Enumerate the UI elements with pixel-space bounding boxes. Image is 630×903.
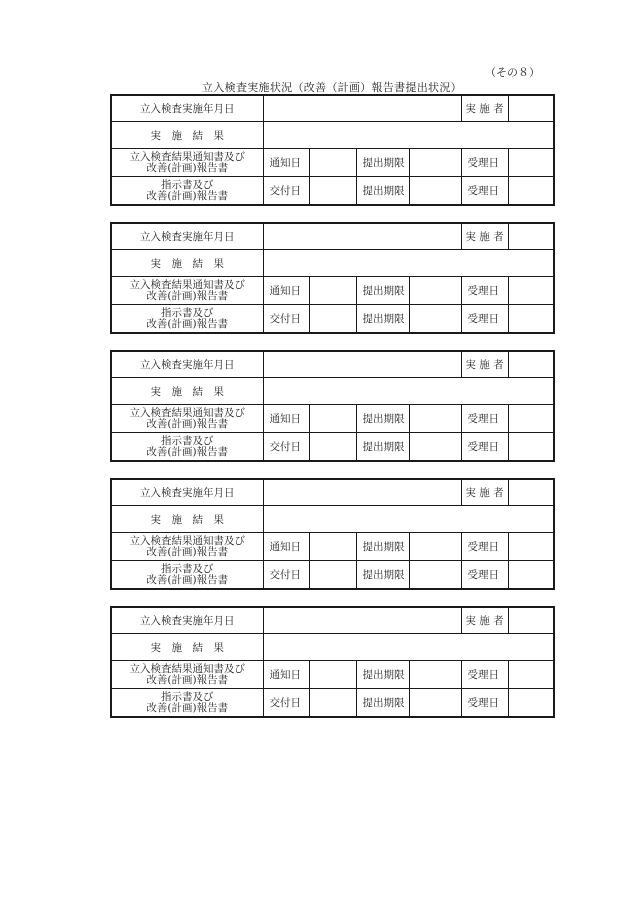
instruction-deadline-label: 提出期限: [356, 305, 409, 334]
issue-date-label: 交付日: [263, 561, 309, 590]
notice-received-label: 受理日: [461, 533, 508, 561]
instruction-received-field[interactable]: [508, 177, 554, 206]
notice-received-label: 受理日: [461, 277, 508, 305]
instruction-deadline-label: 提出期限: [356, 177, 409, 206]
result-label: 実 施 結 果: [111, 250, 263, 277]
instruction-row-label: 指示書及び 改善(計画)報告書: [111, 305, 263, 334]
inspection-date-label: 立入検査実施年月日: [111, 607, 263, 634]
instruction-row-label: 指示書及び 改善(計画)報告書: [111, 689, 263, 718]
result-label: 実 施 結 果: [111, 122, 263, 149]
instruction-deadline-field[interactable]: [409, 177, 461, 206]
notice-date-label: 通知日: [263, 533, 309, 561]
inspection-record-table: [110, 606, 555, 718]
inspection-record-table: [110, 350, 555, 462]
result-field[interactable]: [263, 506, 554, 533]
issue-date-field[interactable]: [309, 561, 356, 590]
instruction-received-field[interactable]: [508, 561, 554, 590]
inspector-label: 実 施 者: [461, 351, 508, 378]
result-field[interactable]: [263, 122, 554, 149]
inspection-date-field[interactable]: [263, 607, 461, 634]
inspection-date-field[interactable]: [263, 95, 461, 122]
inspection-date-label: 立入検査実施年月日: [111, 95, 263, 122]
notice-date-field[interactable]: [309, 405, 356, 433]
notice-date-field[interactable]: [309, 661, 356, 689]
inspector-label: 実 施 者: [461, 607, 508, 634]
notice-received-field[interactable]: [508, 405, 554, 433]
instruction-received-field[interactable]: [508, 433, 554, 462]
inspector-label: 実 施 者: [461, 223, 508, 250]
instruction-received-field[interactable]: [508, 689, 554, 718]
instruction-deadline-field[interactable]: [409, 561, 461, 590]
instruction-received-label: 受理日: [461, 433, 508, 462]
inspector-field[interactable]: [508, 479, 554, 506]
inspection-date-label: 立入検査実施年月日: [111, 351, 263, 378]
inspector-label: 実 施 者: [461, 479, 508, 506]
instruction-deadline-field[interactable]: [409, 689, 461, 718]
notice-received-label: 受理日: [461, 661, 508, 689]
result-field[interactable]: [263, 250, 554, 277]
instruction-deadline-label: 提出期限: [356, 689, 409, 718]
notice-received-label: 受理日: [461, 149, 508, 177]
instruction-deadline-label: 提出期限: [356, 561, 409, 590]
notice-date-field[interactable]: [309, 533, 356, 561]
notice-row-label: 立入検査結果通知書及び 改善(計画)報告書: [111, 405, 263, 433]
inspector-field[interactable]: [508, 607, 554, 634]
issue-date-label: 交付日: [263, 177, 309, 206]
inspection-date-label: 立入検査実施年月日: [111, 479, 263, 506]
notice-date-label: 通知日: [263, 277, 309, 305]
notice-deadline-label: 提出期限: [356, 405, 409, 433]
instruction-received-label: 受理日: [461, 177, 508, 206]
instruction-received-label: 受理日: [461, 305, 508, 334]
issue-date-field[interactable]: [309, 689, 356, 718]
inspection-record-table: [110, 94, 555, 206]
notice-received-field[interactable]: [508, 277, 554, 305]
notice-received-field[interactable]: [508, 661, 554, 689]
notice-deadline-label: 提出期限: [356, 149, 409, 177]
inspection-date-field[interactable]: [263, 223, 461, 250]
issue-date-field[interactable]: [309, 305, 356, 334]
notice-row-label: 立入検査結果通知書及び 改善(計画)報告書: [111, 533, 263, 561]
result-label: 実 施 結 果: [111, 634, 263, 661]
inspection-record-table: [110, 222, 555, 334]
instruction-row-label: 指示書及び 改善(計画)報告書: [111, 177, 263, 206]
inspection-date-field[interactable]: [263, 479, 461, 506]
issue-date-label: 交付日: [263, 305, 309, 334]
notice-date-label: 通知日: [263, 405, 309, 433]
issue-date-label: 交付日: [263, 689, 309, 718]
instruction-row-label: 指示書及び 改善(計画)報告書: [111, 433, 263, 462]
instruction-deadline-field[interactable]: [409, 305, 461, 334]
instruction-received-label: 受理日: [461, 561, 508, 590]
issue-date-field[interactable]: [309, 177, 356, 206]
notice-row-label: 立入検査結果通知書及び 改善(計画)報告書: [111, 661, 263, 689]
result-label: 実 施 結 果: [111, 506, 263, 533]
inspection-date-field[interactable]: [263, 351, 461, 378]
notice-deadline-field[interactable]: [409, 277, 461, 305]
notice-deadline-field[interactable]: [409, 661, 461, 689]
notice-deadline-label: 提出期限: [356, 277, 409, 305]
notice-deadline-field[interactable]: [409, 149, 461, 177]
notice-date-label: 通知日: [263, 661, 309, 689]
notice-date-label: 通知日: [263, 149, 309, 177]
notice-deadline-field[interactable]: [409, 533, 461, 561]
notice-received-field[interactable]: [508, 149, 554, 177]
notice-deadline-label: 提出期限: [356, 533, 409, 561]
instruction-row-label: 指示書及び 改善(計画)報告書: [111, 561, 263, 590]
notice-deadline-field[interactable]: [409, 405, 461, 433]
inspector-field[interactable]: [508, 223, 554, 250]
notice-received-field[interactable]: [508, 533, 554, 561]
notice-received-label: 受理日: [461, 405, 508, 433]
inspector-field[interactable]: [508, 95, 554, 122]
inspection-date-label: 立入検査実施年月日: [111, 223, 263, 250]
instruction-deadline-field[interactable]: [409, 433, 461, 462]
notice-date-field[interactable]: [309, 277, 356, 305]
result-field[interactable]: [263, 634, 554, 661]
instruction-received-label: 受理日: [461, 689, 508, 718]
instruction-received-field[interactable]: [508, 305, 554, 334]
notice-deadline-label: 提出期限: [356, 661, 409, 689]
inspection-record-table: [110, 478, 555, 590]
document-title: 立入検査実施状況（改善（計画）報告書提出状況）: [202, 81, 462, 94]
inspector-field[interactable]: [508, 351, 554, 378]
instruction-deadline-label: 提出期限: [356, 433, 409, 462]
result-field[interactable]: [263, 378, 554, 405]
issue-date-label: 交付日: [263, 433, 309, 462]
result-label: 実 施 結 果: [111, 378, 263, 405]
issue-date-field[interactable]: [309, 433, 356, 462]
page-number: （その８）: [485, 66, 540, 79]
notice-row-label: 立入検査結果通知書及び 改善(計画)報告書: [111, 149, 263, 177]
notice-date-field[interactable]: [309, 149, 356, 177]
notice-row-label: 立入検査結果通知書及び 改善(計画)報告書: [111, 277, 263, 305]
inspector-label: 実 施 者: [461, 95, 508, 122]
